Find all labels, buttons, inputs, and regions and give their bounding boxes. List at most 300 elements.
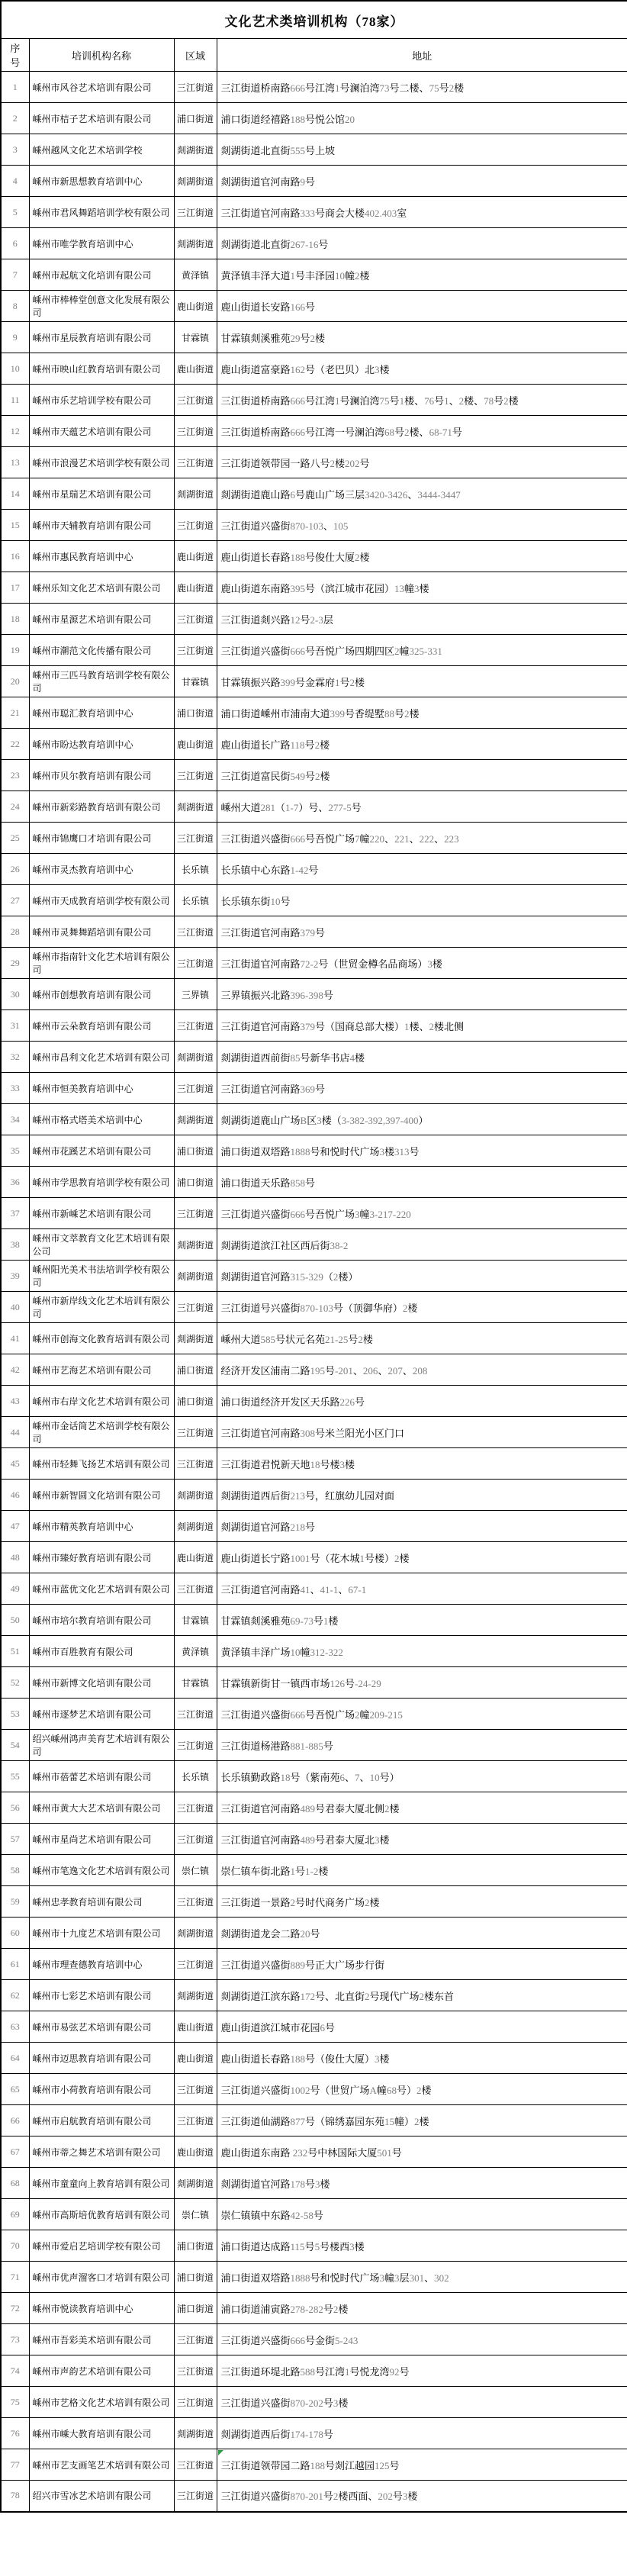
region-cell: 剡湖街道: [174, 166, 217, 197]
row-serial-number: 36: [1, 1167, 29, 1198]
institution-name-cell: 嵊州市蓓蕾艺术培训有限公司: [29, 1761, 174, 1792]
row-serial-number: 27: [1, 885, 29, 916]
col-header-region: 区域: [174, 39, 217, 72]
row-serial-number: 50: [1, 1605, 29, 1636]
table-row: [1, 1073, 627, 1104]
institution-name-cell: 嵊州市艺格文化艺术培训有限公司: [29, 2387, 174, 2418]
table-row: [1, 2418, 627, 2449]
table-row: [1, 1792, 627, 1824]
row-serial-number: 21: [1, 697, 29, 729]
institution-name-cell: 嵊州市十九度艺术培训有限公司: [29, 1918, 174, 1949]
table-row: [1, 2262, 627, 2293]
row-serial-number: 28: [1, 916, 29, 948]
table-row: [1, 1261, 627, 1292]
institution-name-cell: 嵊州市盼达教育培训中心: [29, 729, 174, 760]
row-serial-number: 6: [1, 228, 29, 259]
table-row: [1, 1417, 627, 1448]
table-row: [1, 854, 627, 885]
institution-name-cell: 嵊州市棒棒堂创意文化发展有限公司: [29, 291, 174, 322]
institution-name-cell: 嵊州市百胜教育有限公司: [29, 1636, 174, 1667]
region-cell: 鹿山街道: [174, 572, 217, 604]
address-cell: 剡湖街道鹿山路6号鹿山广场三层3420-3426、3444-3447: [217, 478, 627, 510]
institution-name-cell: 嵊州市黄大大艺术培训有限公司: [29, 1792, 174, 1824]
table-row: [1, 447, 627, 478]
row-serial-number: 46: [1, 1480, 29, 1511]
address-cell: 浦口街道浦寅路278-282号2楼: [217, 2293, 627, 2324]
table-row: [1, 1980, 627, 2011]
table-row: [1, 291, 627, 322]
table-row: [1, 604, 627, 635]
address-cell: 三江街道官河南路379号（国商总部大楼）1楼、2楼北侧: [217, 1010, 627, 1042]
region-cell: 浦口街道: [174, 1354, 217, 1386]
table-row: [1, 2105, 627, 2136]
address-cell: 长乐镇勤政路18号（紫南苑6、7、10号）: [217, 1761, 627, 1792]
table-row: [1, 948, 627, 979]
address-cell: 三江街道官河南路379号: [217, 916, 627, 948]
table-row: [1, 1855, 627, 1886]
table-row: [1, 103, 627, 134]
row-serial-number: 13: [1, 447, 29, 478]
address-cell: 三江街道官河南路72-2号（世贸金樽名品商场）3楼: [217, 948, 627, 979]
region-cell: 剡湖街道: [174, 1229, 217, 1261]
region-cell: 黄泽镇: [174, 259, 217, 291]
address-cell: 三江街道官河南路489号君泰大厦北侧2楼: [217, 1792, 627, 1824]
institution-name-cell: 嵊州市培尔教育培训有限公司: [29, 1605, 174, 1636]
address-cell: 三江街道兴盛街666号吾悦广场3幢3-217-220: [217, 1198, 627, 1229]
address-cell: 三江街道杨港路881-885号: [217, 1730, 627, 1761]
region-cell: 甘霖镇: [174, 666, 217, 697]
region-cell: 三江街道: [174, 1198, 217, 1229]
address-cell: 三江街道兴盛街666号吾悦广场四期四区2幢325-331: [217, 635, 627, 666]
region-cell: 三江街道: [174, 2481, 217, 2512]
region-cell: 三江街道: [174, 1792, 217, 1824]
table-row: [1, 1104, 627, 1135]
region-cell: 三江街道: [174, 72, 217, 103]
institution-name-cell: 嵊州市启航教育培训有限公司: [29, 2105, 174, 2136]
row-serial-number: 20: [1, 666, 29, 697]
institution-name-cell: 嵊州市新博文化培训有限公司: [29, 1667, 174, 1699]
address-cell: 三江街道官河南路489号君泰大厦北3楼: [217, 1824, 627, 1855]
region-cell: 三江街道: [174, 447, 217, 478]
address-cell: 浦口街道达成路115号5号楼西3楼: [217, 2230, 627, 2262]
institution-name-cell: 嵊州市逐梦艺术培训有限公司: [29, 1699, 174, 1730]
row-serial-number: 37: [1, 1198, 29, 1229]
region-cell: 崇仁镇: [174, 2199, 217, 2230]
region-cell: 三江街道: [174, 2449, 217, 2481]
row-serial-number: 61: [1, 1949, 29, 1980]
institution-name-cell: 嵊州市新智圆文化培训有限公司: [29, 1480, 174, 1511]
institution-name-cell: 嵊州市轻舞飞扬艺术培训有限公司: [29, 1448, 174, 1480]
table-row: [1, 2199, 627, 2230]
region-cell: 浦口街道: [174, 1386, 217, 1417]
table-row: [1, 1886, 627, 1918]
address-cell: 鹿山街道长春路188号俊仕大厦2楼: [217, 541, 627, 572]
institution-name-cell: 嵊州市艺支画笔艺术培训有限公司: [29, 2449, 174, 2481]
region-cell: 三江街道: [174, 2355, 217, 2387]
institution-name-cell: 嵊州市创海文化教育培训有限公司: [29, 1323, 174, 1354]
institution-name-cell: 嵊州阳光美术书法培训学校有限公司: [29, 1261, 174, 1292]
address-cell: 三江街道桥南路666号江湾1号澜泊湾75号1楼、76号1、2楼、78号2楼: [217, 385, 627, 416]
table-row: [1, 760, 627, 791]
institution-name-cell: 嵊州市乐艺培训学校有限公司: [29, 385, 174, 416]
institution-name-cell: 嵊州越风文化艺术培训学校: [29, 134, 174, 166]
row-serial-number: 54: [1, 1730, 29, 1761]
row-serial-number: 67: [1, 2136, 29, 2168]
region-cell: 崇仁镇: [174, 1855, 217, 1886]
table-row: [1, 1167, 627, 1198]
institution-name-cell: 嵊州市灵舞舞蹈培训有限公司: [29, 916, 174, 948]
region-cell: 三江街道: [174, 1073, 217, 1104]
institution-name-cell: 嵊州市风谷艺术培训有限公司: [29, 72, 174, 103]
row-serial-number: 66: [1, 2105, 29, 2136]
address-cell: 剡湖街道官河路218号: [217, 1511, 627, 1542]
institution-name-cell: 嵊州市童童向上教育培训有限公司: [29, 2168, 174, 2199]
institution-name-cell: 嵊州市嵊大教育培训有限公司: [29, 2418, 174, 2449]
table-row: [1, 197, 627, 228]
address-cell: 经济开发区浦南二路195号-201、206、207、208: [217, 1354, 627, 1386]
institution-name-cell: 嵊州市恒美教育培训中心: [29, 1073, 174, 1104]
address-cell: 剡湖街道滨江社区西后街38-2: [217, 1229, 627, 1261]
address-cell: 浦口街道嵊州市浦南大道399号香缇墅88号2楼: [217, 697, 627, 729]
row-serial-number: 26: [1, 854, 29, 885]
table-row: [1, 791, 627, 823]
region-cell: 浦口街道: [174, 1135, 217, 1167]
region-cell: 三江街道: [174, 1824, 217, 1855]
address-cell: 三江街道桥南路666号江湾一号澜泊湾68号2楼、68-71号: [217, 416, 627, 447]
address-cell: 三江街道兴盛街666号金街5-243: [217, 2324, 627, 2355]
row-serial-number: 8: [1, 291, 29, 322]
row-serial-number: 75: [1, 2387, 29, 2418]
region-cell: 三江街道: [174, 2105, 217, 2136]
address-cell: 剡湖街道北直街555号上坡: [217, 134, 627, 166]
address-cell: 剡湖街道鹿山广场B区3楼（3-382-392,397-400）: [217, 1104, 627, 1135]
row-serial-number: 72: [1, 2293, 29, 2324]
address-cell: 三界镇振兴北路396-398号: [217, 979, 627, 1010]
address-cell: 剡湖街道官河路178号3楼: [217, 2168, 627, 2199]
table-row: [1, 1667, 627, 1699]
table-row: [1, 697, 627, 729]
region-cell: 剡湖街道: [174, 1918, 217, 1949]
table-row: [1, 1480, 627, 1511]
table-row: [1, 1354, 627, 1386]
institution-name-cell: 嵊州市新彩路教育培训有限公司: [29, 791, 174, 823]
address-cell: 长乐镇东街10号: [217, 885, 627, 916]
table-row: [1, 729, 627, 760]
institution-name-cell: 嵊州市天蕴艺术培训有限公司: [29, 416, 174, 447]
region-cell: 剡湖街道: [174, 478, 217, 510]
table-row: [1, 385, 627, 416]
table-row: [1, 2168, 627, 2199]
row-serial-number: 53: [1, 1699, 29, 1730]
institution-name-cell: 绍兴嵊州鸿声美育艺术培训有限公司: [29, 1730, 174, 1761]
region-cell: 三江街道: [174, 1417, 217, 1448]
region-cell: 三江街道: [174, 1573, 217, 1605]
region-cell: 鹿山街道: [174, 2043, 217, 2074]
address-cell: 三江街道兴盛街666号吾悦广场2幢209-215: [217, 1699, 627, 1730]
row-serial-number: 56: [1, 1792, 29, 1824]
institution-name-cell: 嵊州市新思想教育培训中心: [29, 166, 174, 197]
table-row: [1, 228, 627, 259]
address-cell: 三江街道号兴盛街870-103号（顶御华府）2楼: [217, 1292, 627, 1323]
institution-name-cell: 嵊州市迈思教育培训有限公司: [29, 2043, 174, 2074]
region-cell: 剡湖街道: [174, 791, 217, 823]
table-row: [1, 1198, 627, 1229]
region-cell: 三江街道: [174, 823, 217, 854]
address-cell: 三江街道官河南路41、41-1、67-1: [217, 1573, 627, 1605]
address-cell: 浦口街道双塔路1888号和悦时代广场3楼313号: [217, 1135, 627, 1167]
institution-name-cell: 嵊州市天辅教育培训有限公司: [29, 510, 174, 541]
row-serial-number: 59: [1, 1886, 29, 1918]
row-serial-number: 69: [1, 2199, 29, 2230]
institution-name-cell: 嵊州市格式塔美术培训中心: [29, 1104, 174, 1135]
table-row: [1, 1010, 627, 1042]
region-cell: 长乐镇: [174, 1761, 217, 1792]
address-cell: 鹿山街道长安路166号: [217, 291, 627, 322]
row-serial-number: 16: [1, 541, 29, 572]
institution-name-cell: 嵊州市贝尔教育培训有限公司: [29, 760, 174, 791]
institution-name-cell: 嵊州忠孝教育培训有限公司: [29, 1886, 174, 1918]
address-cell: 鹿山街道长广路118号2楼: [217, 729, 627, 760]
row-serial-number: 49: [1, 1573, 29, 1605]
row-serial-number: 5: [1, 197, 29, 228]
region-cell: 三江街道: [174, 1448, 217, 1480]
table-row: [1, 666, 627, 697]
table-row: [1, 823, 627, 854]
table-row: [1, 979, 627, 1010]
row-serial-number: 62: [1, 1980, 29, 2011]
region-cell: 剡湖街道: [174, 1480, 217, 1511]
row-serial-number: 2: [1, 103, 29, 134]
table-row: [1, 2074, 627, 2105]
address-cell: 嵊州大道281（1-7）号、277-5号: [217, 791, 627, 823]
region-cell: 剡湖街道: [174, 2418, 217, 2449]
address-cell: 三江街道兴盛街870-202号3楼: [217, 2387, 627, 2418]
address-cell: 剡湖街道西后街174-178号: [217, 2418, 627, 2449]
region-cell: 鹿山街道: [174, 291, 217, 322]
table-row: [1, 510, 627, 541]
row-serial-number: 9: [1, 322, 29, 353]
address-cell: 三江街道兴盛街870-201号2楼西面、202号3楼: [217, 2481, 627, 2512]
table-row: [1, 1918, 627, 1949]
address-cell: 剡湖街道江滨东路172号、北直街2号现代广场2楼东首: [217, 1980, 627, 2011]
region-cell: 三江街道: [174, 1949, 217, 1980]
table-row: [1, 885, 627, 916]
region-cell: 鹿山街道: [174, 729, 217, 760]
region-cell: 长乐镇: [174, 854, 217, 885]
address-cell: 黄泽镇丰泽大道1号丰泽园10幢2楼: [217, 259, 627, 291]
address-cell: 三江街道兴盛街1002号（世贸广场A幢68号）2楼: [217, 2074, 627, 2105]
address-cell: 剡湖街道北直街267-16号: [217, 228, 627, 259]
address-cell: 甘霖镇振兴路399号金霖府1号2楼: [217, 666, 627, 697]
institution-name-cell: 嵊州市锦鹰口才培训有限公司: [29, 823, 174, 854]
table-row: [1, 541, 627, 572]
address-cell: 三江街道富民街549号2楼: [217, 760, 627, 791]
table-row: [1, 2387, 627, 2418]
table-row: [1, 572, 627, 604]
table-header-row: [1, 39, 627, 72]
row-serial-number: 11: [1, 385, 29, 416]
row-serial-number: 12: [1, 416, 29, 447]
row-serial-number: 78: [1, 2481, 29, 2512]
row-serial-number: 31: [1, 1010, 29, 1042]
cell-comment-marker: [218, 2450, 223, 2455]
table-row: [1, 416, 627, 447]
institution-name-cell: 嵊州市惠民教育培训中心: [29, 541, 174, 572]
address-cell: 长乐镇中心东路1-42号: [217, 854, 627, 885]
institution-name-cell: 嵊州市指南针文化艺术培训有限公司: [29, 948, 174, 979]
row-serial-number: 24: [1, 791, 29, 823]
institution-name-cell: 嵊州市创想教育培训有限公司: [29, 979, 174, 1010]
table-row: [1, 1730, 627, 1761]
institution-name-cell: 嵊州市优声溜客口才培训有限公司: [29, 2262, 174, 2293]
region-cell: 黄泽镇: [174, 1636, 217, 1667]
row-serial-number: 63: [1, 2011, 29, 2043]
table-row: [1, 322, 627, 353]
table-row: [1, 2355, 627, 2387]
institution-name-cell: 嵊州市君风舞蹈培训学校有限公司: [29, 197, 174, 228]
institution-name-cell: 嵊州市学思教育培训学校有限公司: [29, 1167, 174, 1198]
region-cell: 鹿山街道: [174, 1542, 217, 1573]
region-cell: 剡湖街道: [174, 1511, 217, 1542]
institution-name-cell: 嵊州市天成教育培训学校有限公司: [29, 885, 174, 916]
row-serial-number: 77: [1, 2449, 29, 2481]
row-serial-number: 65: [1, 2074, 29, 2105]
address-cell: 三江街道君悦新天地18号楼3楼: [217, 1448, 627, 1480]
row-serial-number: 52: [1, 1667, 29, 1699]
col-header-institution-name: 培训机构名称: [29, 39, 174, 72]
address-cell: 崇仁镇车街北路1号1-2楼: [217, 1855, 627, 1886]
row-serial-number: 4: [1, 166, 29, 197]
address-cell: 甘霖镇新街甘一镇西市场126号-24-29: [217, 1667, 627, 1699]
institution-name-cell: 嵊州市星源艺术培训有限公司: [29, 604, 174, 635]
address-cell: 浦口街道双塔路1888号和悦时代广场3幢3层301、302: [217, 2262, 627, 2293]
region-cell: 剡湖街道: [174, 228, 217, 259]
row-serial-number: 3: [1, 134, 29, 166]
address-cell: 鹿山街道滨江城市花园6号: [217, 2011, 627, 2043]
row-serial-number: 1: [1, 72, 29, 103]
institution-name-cell: 绍兴市雪冰艺术培训有限公司: [29, 2481, 174, 2512]
row-serial-number: 32: [1, 1042, 29, 1073]
institution-name-cell: 嵊州市浪漫艺术培训学校有限公司: [29, 447, 174, 478]
table-row: [1, 1605, 627, 1636]
institution-name-cell: 嵊州市蒂之舞艺术培训有限公司: [29, 2136, 174, 2168]
row-serial-number: 7: [1, 259, 29, 291]
region-cell: 三江街道: [174, 1010, 217, 1042]
address-cell: 三江街道兴盛街889号正大广场步行街: [217, 1949, 627, 1980]
institution-name-cell: 嵊州市星辰教育培训有限公司: [29, 322, 174, 353]
region-cell: 三江街道: [174, 2074, 217, 2105]
row-serial-number: 25: [1, 823, 29, 854]
region-cell: 鹿山街道: [174, 353, 217, 385]
row-serial-number: 60: [1, 1918, 29, 1949]
region-cell: 三江街道: [174, 510, 217, 541]
institution-name-cell: 嵊州市艺海艺术培训有限公司: [29, 1354, 174, 1386]
row-serial-number: 33: [1, 1073, 29, 1104]
row-serial-number: 44: [1, 1417, 29, 1448]
region-cell: 剡湖街道: [174, 1323, 217, 1354]
region-cell: 鹿山街道: [174, 2136, 217, 2168]
row-serial-number: 71: [1, 2262, 29, 2293]
institution-name-cell: 嵊州市星尚艺术培训有限公司: [29, 1824, 174, 1855]
institution-name-cell: 嵊州市三匹马教育培训学校有限公司: [29, 666, 174, 697]
address-cell: 甘霖镇剡溪雅苑29号2楼: [217, 322, 627, 353]
address-cell: 三江街道环堤北路588号江湾1号悦龙湾92号: [217, 2355, 627, 2387]
institution-name-cell: 嵊州市高斯培优教育培训有限公司: [29, 2199, 174, 2230]
address-cell: 三江街道领带园二路188号剡江越园125号: [217, 2449, 627, 2481]
table-body: [1, 72, 627, 2512]
address-cell: 鹿山街道长春路188号（俊仕大厦）3楼: [217, 2043, 627, 2074]
address-cell: 嵊州大道585号状元名苑21-25号2楼: [217, 1323, 627, 1354]
table-row: [1, 1542, 627, 1573]
col-header-address: 地址: [217, 39, 627, 72]
institution-name-cell: 嵊州市悦读教育培训中心: [29, 2293, 174, 2324]
institution-name-cell: 嵊州市文萃教育文化艺术培训有限公司: [29, 1229, 174, 1261]
address-cell: 三江街道兴盛街666号吾悦广场7幢220、221、222、223: [217, 823, 627, 854]
institution-name-cell: 嵊州市新岸线文化艺术培训有限公司: [29, 1292, 174, 1323]
row-serial-number: 70: [1, 2230, 29, 2262]
row-serial-number: 18: [1, 604, 29, 635]
row-serial-number: 51: [1, 1636, 29, 1667]
institution-name-cell: 嵊州乐知文化艺术培训有限公司: [29, 572, 174, 604]
table-head: [1, 1, 627, 72]
institution-name-cell: 嵊州市昌利文化艺术培训有限公司: [29, 1042, 174, 1073]
region-cell: 三江街道: [174, 1886, 217, 1918]
region-cell: 三江街道: [174, 604, 217, 635]
table-row: [1, 72, 627, 103]
row-serial-number: 55: [1, 1761, 29, 1792]
region-cell: 浦口街道: [174, 2293, 217, 2324]
institution-name-cell: 嵊州市唯学教育培训中心: [29, 228, 174, 259]
region-cell: 长乐镇: [174, 885, 217, 916]
address-cell: 三江街道一景路2号时代商务广场2楼: [217, 1886, 627, 1918]
table-row: [1, 478, 627, 510]
address-cell: 剡湖街道西前街85号新华书店4楼: [217, 1042, 627, 1073]
institution-name-cell: 嵊州市理查德教育培训中心: [29, 1949, 174, 1980]
col-header-serial: 序号: [1, 39, 29, 72]
row-serial-number: 43: [1, 1386, 29, 1417]
address-cell: 黄泽镇丰泽广场10幢312-322: [217, 1636, 627, 1667]
table-row: [1, 259, 627, 291]
address-cell: 崇仁镇镇中东路42-58号: [217, 2199, 627, 2230]
table-row: [1, 1292, 627, 1323]
title-row: [1, 1, 627, 39]
region-cell: 浦口街道: [174, 103, 217, 134]
institution-name-cell: 嵊州市星瑞艺术培训有限公司: [29, 478, 174, 510]
row-serial-number: 57: [1, 1824, 29, 1855]
institution-name-cell: 嵊州市声韵艺术培训有限公司: [29, 2355, 174, 2387]
institution-name-cell: 嵊州市桔子艺术培训有限公司: [29, 103, 174, 134]
region-cell: 三江街道: [174, 1699, 217, 1730]
region-cell: 剡湖街道: [174, 1104, 217, 1135]
row-serial-number: 19: [1, 635, 29, 666]
row-serial-number: 14: [1, 478, 29, 510]
region-cell: 甘霖镇: [174, 322, 217, 353]
address-cell: 浦口街道天乐路858号: [217, 1167, 627, 1198]
table-row: [1, 2481, 627, 2512]
region-cell: 剡湖街道: [174, 1261, 217, 1292]
table-row: [1, 2324, 627, 2355]
address-cell: 剡湖街道龙会二路20号: [217, 1918, 627, 1949]
region-cell: 浦口街道: [174, 2262, 217, 2293]
row-serial-number: 23: [1, 760, 29, 791]
table-row: [1, 353, 627, 385]
region-cell: 三江街道: [174, 948, 217, 979]
row-serial-number: 17: [1, 572, 29, 604]
region-cell: 三江街道: [174, 416, 217, 447]
institution-name-cell: 嵊州市金话筒艺术培训学校有限公司: [29, 1417, 174, 1448]
table-row: [1, 1636, 627, 1667]
row-serial-number: 45: [1, 1448, 29, 1480]
